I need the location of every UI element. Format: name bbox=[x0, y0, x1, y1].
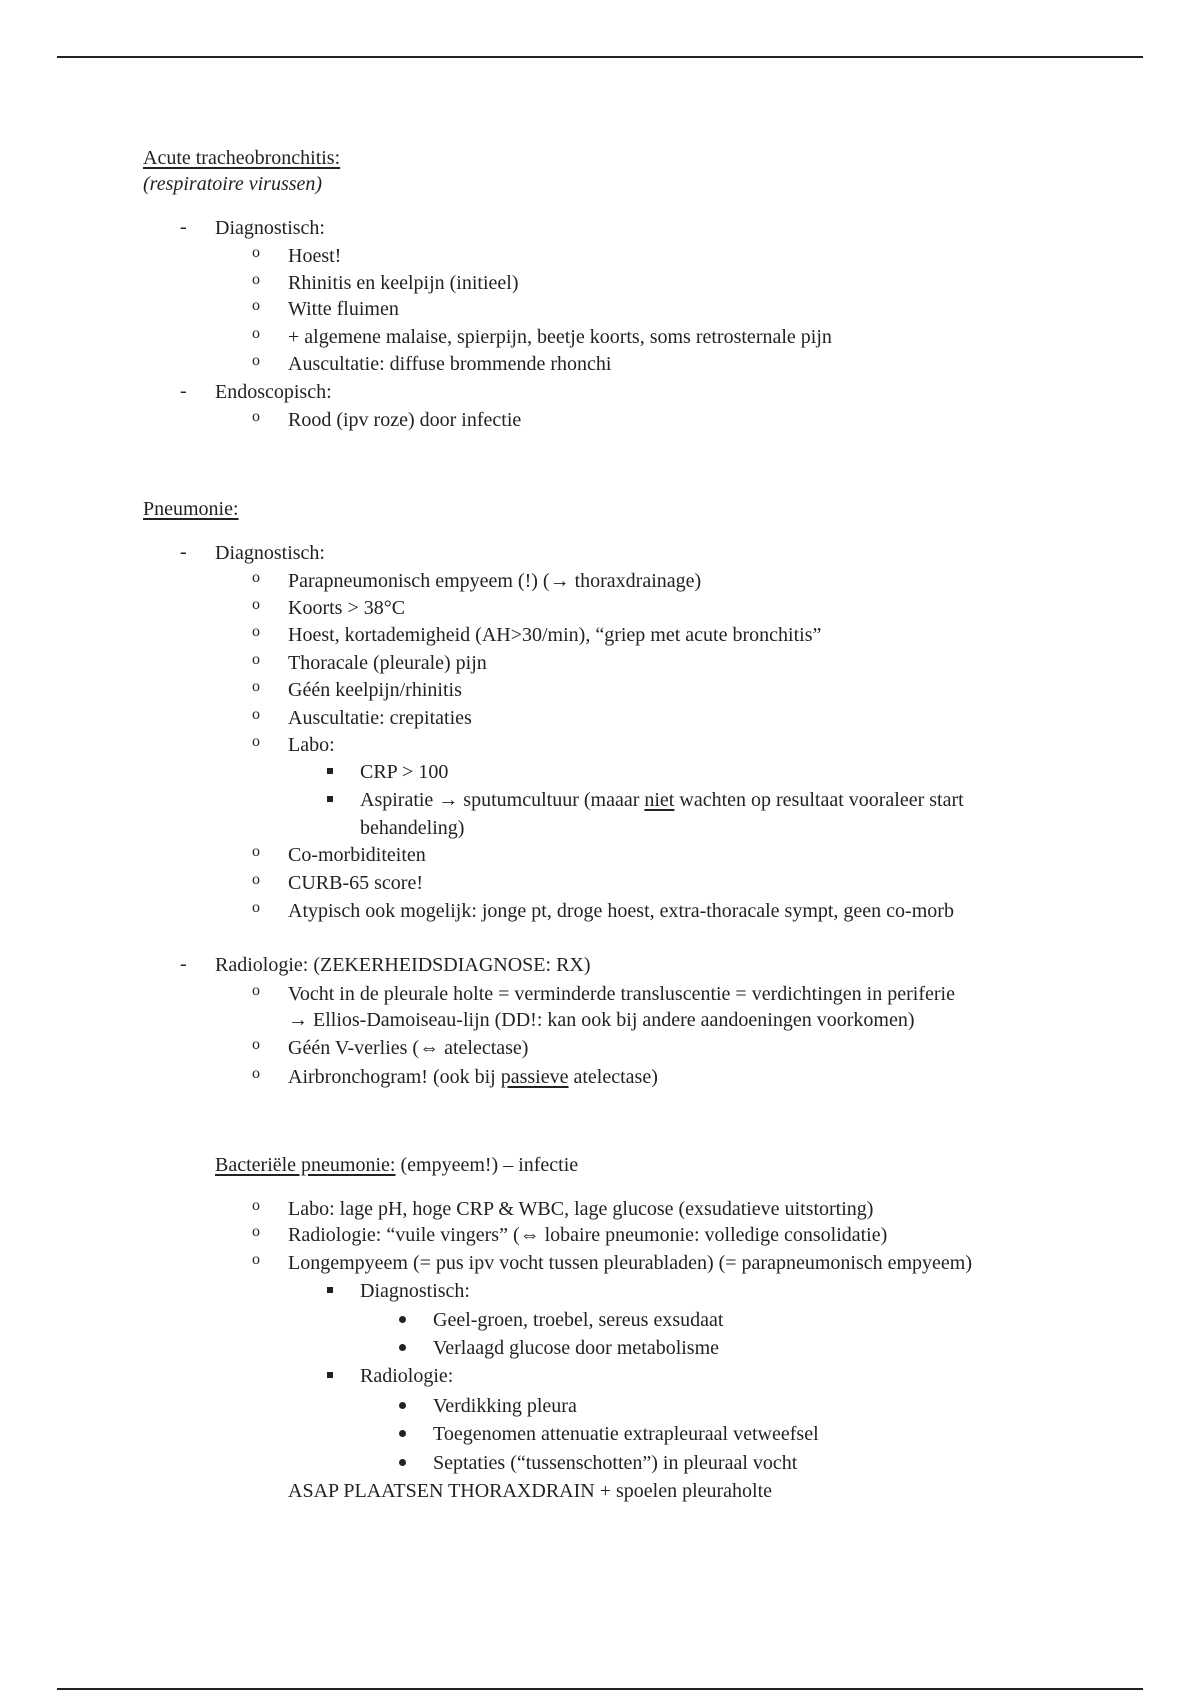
circle-bullet: o bbox=[252, 1197, 260, 1214]
list-label-radiologie: Radiologie: (ZEKERHEIDSDIAGNOSE: RX) bbox=[215, 954, 591, 976]
sub-sub-list-item: Toegenomen attenuatie extrapleuraal vetweefsel bbox=[433, 1423, 819, 1445]
section-subtitle: (respiratoire virussen) bbox=[143, 173, 323, 195]
list-item: Rhinitis en keelpijn (initieel) bbox=[288, 272, 519, 294]
circle-bullet: o bbox=[252, 1251, 260, 1268]
underlined-word: niet bbox=[644, 789, 675, 811]
sub-list-item: CRP > 100 bbox=[360, 761, 449, 783]
circle-bullet: o bbox=[252, 352, 260, 369]
dash-bullet: - bbox=[180, 953, 187, 975]
circle-bullet: o bbox=[252, 678, 260, 695]
sub-sub-list-item: Geel-groen, troebel, sereus exsudaat bbox=[433, 1309, 724, 1331]
heading-rest: (empyeem!) – infectie bbox=[395, 1154, 579, 1176]
round-bullet bbox=[399, 1459, 406, 1466]
sub-list-label: Radiologie: bbox=[360, 1365, 454, 1387]
circle-bullet: o bbox=[252, 1065, 260, 1082]
list-label-endoscopisch: Endoscopisch: bbox=[215, 381, 332, 403]
circle-bullet: o bbox=[252, 569, 260, 586]
sub-list-item bbox=[360, 788, 964, 812]
circle-bullet: o bbox=[252, 408, 260, 425]
circle-bullet: o bbox=[252, 843, 260, 860]
bottom-rule bbox=[57, 1688, 1143, 1690]
list-item: Thoracale (pleurale) pijn bbox=[288, 652, 487, 674]
round-bullet bbox=[399, 1402, 406, 1409]
square-bullet bbox=[327, 1372, 333, 1378]
square-bullet bbox=[327, 796, 333, 802]
list-label-diagnostisch: Diagnostisch: bbox=[215, 542, 325, 564]
text-part: atelectase) bbox=[568, 1066, 658, 1088]
section-heading-bacteriele-pneumonie bbox=[215, 1153, 578, 1177]
list-item bbox=[288, 1065, 658, 1089]
final-instruction: ASAP PLAATSEN THORAXDRAIN + spoelen pleuraholte bbox=[288, 1480, 773, 1502]
list-label-diagnostisch: Diagnostisch: bbox=[215, 217, 325, 239]
circle-bullet: o bbox=[252, 871, 260, 888]
round-bullet bbox=[399, 1316, 406, 1323]
dash-bullet: - bbox=[180, 216, 187, 238]
list-item: Longempyeem (= pus ipv vocht tussen pleurabladen) (= parapneumonisch empyeem) bbox=[288, 1252, 973, 1274]
circle-bullet: o bbox=[252, 244, 260, 261]
list-item: Atypisch ook mogelijk: jonge pt, droge hoest, extra-thoracale sympt, geen co-morb bbox=[288, 900, 954, 922]
list-item: + algemene malaise, spierpijn, beetje koorts, soms retrosternale pijn bbox=[288, 326, 832, 348]
circle-bullet: o bbox=[252, 1223, 260, 1240]
circle-bullet: o bbox=[252, 271, 260, 288]
circle-bullet: o bbox=[252, 733, 260, 750]
circle-bullet: o bbox=[252, 297, 260, 314]
section-heading-tracheobronchitis: Acute tracheobronchitis: bbox=[143, 147, 341, 169]
top-rule bbox=[57, 56, 1143, 58]
sub-list-item-continuation: behandeling) bbox=[360, 817, 465, 839]
list-item: Géén keelpijn/rhinitis bbox=[288, 679, 462, 701]
list-item: Rood (ipv roze) door infectie bbox=[288, 409, 522, 431]
list-item: Parapneumonisch empyeem (!) (→ thoraxdrainage) bbox=[288, 570, 702, 592]
circle-bullet: o bbox=[252, 1036, 260, 1053]
circle-bullet: o bbox=[252, 651, 260, 668]
list-item: Vocht in de pleurale holte = verminderde transluscentie = verdichtingen in periferie bbox=[288, 983, 955, 1005]
underlined-word: passieve bbox=[500, 1066, 569, 1088]
list-item-continuation: → Ellios-Damoiseau-lijn (DD!: kan ook bij andere aandoeningen voorkomen) bbox=[288, 1009, 915, 1031]
circle-bullet: o bbox=[252, 706, 260, 723]
list-item: Labo: lage pH, hoge CRP & WBC, lage glucose (exsudatieve uitstorting) bbox=[288, 1198, 874, 1220]
sub-sub-list-item: Verdikking pleura bbox=[433, 1395, 577, 1417]
list-item: CURB-65 score! bbox=[288, 872, 423, 894]
square-bullet bbox=[327, 1287, 333, 1293]
text-part: Airbronchogram! (ook bij bbox=[288, 1066, 501, 1088]
text-part: Aspiratie → sputumcultuur (maaar bbox=[360, 789, 645, 811]
section-heading-pneumonie: Pneumonie: bbox=[143, 498, 239, 520]
list-item: Hoest, kortademigheid (AH>30/min), “griep met acute bronchitis” bbox=[288, 624, 822, 646]
list-item: Witte fluimen bbox=[288, 298, 399, 320]
list-item: Co-morbiditeiten bbox=[288, 844, 426, 866]
circle-bullet: o bbox=[252, 899, 260, 916]
sub-sub-list-item: Septaties (“tussenschotten”) in pleuraal vocht bbox=[433, 1452, 798, 1474]
circle-bullet: o bbox=[252, 596, 260, 613]
list-item: Auscultatie: crepitaties bbox=[288, 707, 472, 729]
square-bullet bbox=[327, 768, 333, 774]
text-part: wachten op resultaat vooraleer start bbox=[674, 789, 964, 811]
list-item: Hoest! bbox=[288, 245, 342, 267]
list-item: Labo: bbox=[288, 734, 335, 756]
list-item: Géén V-verlies (⇔ atelectase) bbox=[288, 1037, 529, 1059]
circle-bullet: o bbox=[252, 325, 260, 342]
heading-underlined: Bacteriële pneumonie: bbox=[215, 1154, 396, 1176]
round-bullet bbox=[399, 1344, 406, 1351]
circle-bullet: o bbox=[252, 623, 260, 640]
list-item: Auscultatie: diffuse brommende rhonchi bbox=[288, 353, 612, 375]
circle-bullet: o bbox=[252, 982, 260, 999]
round-bullet bbox=[399, 1430, 406, 1437]
sub-list-label: Diagnostisch: bbox=[360, 1280, 470, 1302]
sub-sub-list-item: Verlaagd glucose door metabolisme bbox=[433, 1337, 720, 1359]
dash-bullet: - bbox=[180, 380, 187, 402]
dash-bullet: - bbox=[180, 541, 187, 563]
list-item: Radiologie: “vuile vingers” (⇔ lobaire pneumonie: volledige consolidatie) bbox=[288, 1224, 888, 1246]
list-item: Koorts > 38°C bbox=[288, 597, 406, 619]
